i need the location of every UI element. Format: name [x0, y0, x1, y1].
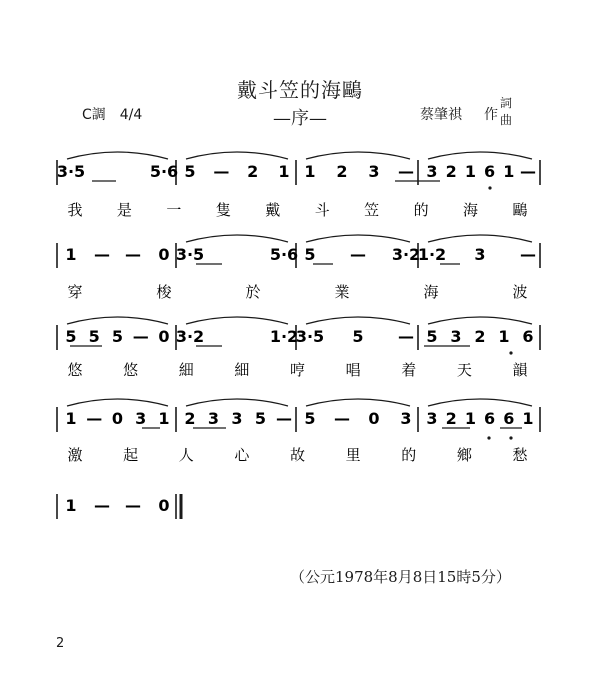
slur-arc — [306, 152, 410, 159]
lyric-char: 起 — [123, 446, 139, 464]
note: — — [520, 162, 536, 181]
note: — — [94, 496, 110, 515]
note: 0 — [158, 327, 170, 346]
note: 5 — [65, 327, 77, 346]
note: 3·5 — [295, 327, 325, 346]
lyric-char: 着 — [401, 361, 417, 379]
note: 1 — [498, 327, 510, 346]
note: 6 — [484, 409, 496, 428]
lyric-char: 悠 — [123, 361, 139, 379]
slur-arc — [428, 152, 532, 159]
note: 2 — [184, 409, 196, 428]
note: 3·5 — [175, 245, 205, 264]
note: — — [213, 162, 230, 181]
note: 6 — [503, 409, 515, 428]
note: 5 — [184, 162, 196, 181]
note: — — [86, 409, 103, 428]
note: 0 — [368, 409, 380, 428]
slur-arc — [306, 399, 410, 406]
lyric-char: 海 — [463, 201, 479, 219]
song-title: 戴斗笠的海鷗 — [237, 78, 363, 102]
lyric-char: 梭 — [156, 283, 172, 301]
note: 3 — [231, 409, 243, 428]
lyric-char: 心 — [234, 446, 250, 464]
note: 1 — [464, 409, 476, 428]
note: 1 — [158, 409, 170, 428]
lyric-char: 一 — [166, 201, 182, 219]
slur-arc — [428, 235, 532, 242]
lyric-char: 唱 — [345, 361, 361, 379]
note: 1 — [304, 162, 316, 181]
note: 3 — [400, 409, 412, 428]
note: 3·2 — [391, 245, 421, 264]
note: 3 — [368, 162, 380, 181]
note: — — [520, 245, 536, 264]
note: 1 — [278, 162, 290, 181]
slur-arc — [306, 317, 410, 324]
lyric-char: 業 — [334, 283, 350, 301]
note: 2 — [474, 327, 486, 346]
lyric-char: 笠 — [364, 201, 380, 219]
section-subtitle: —序— — [273, 108, 327, 129]
lyric-char: 鄉 — [456, 446, 472, 464]
key-signature: C調 4/4 — [82, 107, 143, 123]
note: 5 — [254, 409, 267, 428]
note: — — [125, 496, 141, 515]
note: — — [125, 245, 141, 264]
lyric-char: 韻 — [512, 361, 528, 379]
octave-dot — [509, 351, 512, 354]
lyric-char: 激 — [67, 446, 83, 464]
author-role: 作 — [484, 107, 498, 123]
note: — — [94, 245, 110, 264]
note: 3 — [426, 162, 438, 181]
note: — — [334, 409, 350, 428]
note: 3·5 — [56, 162, 86, 181]
note: 1 — [65, 409, 77, 428]
note: — — [350, 245, 366, 264]
note: 6 — [522, 327, 534, 346]
author-name: 蔡肇祺 — [420, 107, 462, 123]
slur-arc — [67, 399, 168, 406]
page-number: 2 — [56, 636, 65, 651]
note: 5 — [352, 327, 364, 346]
note: 2 — [336, 162, 348, 181]
lyric-char: 天 — [456, 361, 472, 379]
note: 3 — [135, 409, 147, 428]
lyric-char: 我 — [67, 201, 83, 219]
note: 5 — [304, 409, 316, 428]
note: 3 — [474, 245, 486, 264]
lyric-char: 是 — [116, 201, 132, 219]
lyric-char: 斗 — [314, 201, 330, 219]
lyric-char: 愁 — [512, 446, 528, 464]
note: 3 — [207, 409, 220, 428]
lyric-char: 細 — [178, 361, 194, 379]
note: 5 — [426, 327, 438, 346]
note: 1·2 — [417, 245, 447, 264]
slur-arc — [67, 152, 168, 159]
note: 5·6 — [149, 162, 179, 181]
lyric-char: 細 — [234, 361, 250, 379]
note: 2 — [445, 162, 457, 181]
note: 1 — [503, 162, 515, 181]
note: 5 — [88, 327, 100, 346]
note: 6 — [484, 162, 496, 181]
octave-dot — [487, 436, 490, 439]
note: 5·6 — [269, 245, 299, 264]
note: 1 — [464, 162, 476, 181]
note: 2 — [247, 162, 259, 181]
note: 1·2 — [269, 327, 299, 346]
lyric-char: 人 — [178, 446, 194, 464]
slur-arc — [186, 399, 288, 406]
lyric-char: 於 — [245, 283, 261, 301]
author-role-detail: 詞曲 — [500, 96, 513, 127]
note: 5 — [111, 327, 124, 346]
composition-date-note: （公元1978年8月8日15時5分） — [290, 568, 511, 586]
slur-arc — [428, 399, 532, 406]
note: 2 — [445, 409, 457, 428]
note: 3·2 — [175, 327, 205, 346]
slur-arc — [186, 317, 288, 324]
lyric-char: 波 — [512, 283, 528, 301]
note: — — [398, 327, 414, 346]
note: — — [276, 409, 292, 428]
lyric-char: 悠 — [67, 361, 83, 379]
lyric-char: 戴 — [265, 201, 281, 219]
note: 0 — [111, 409, 124, 428]
note: 3 — [450, 327, 462, 346]
note: — — [132, 327, 149, 346]
note: 1 — [522, 409, 534, 428]
lyric-char: 的 — [413, 201, 429, 219]
note: — — [398, 162, 414, 181]
slur-arc — [67, 317, 168, 324]
lyric-char: 故 — [289, 446, 306, 464]
slur-arc — [428, 317, 532, 324]
lyric-char: 穿 — [67, 283, 83, 301]
slur-arc — [186, 152, 288, 159]
lyric-char: 哼 — [289, 361, 306, 379]
note: 1 — [65, 245, 77, 264]
lyric-char: 隻 — [215, 201, 231, 219]
lyric-char: 的 — [401, 446, 417, 464]
slur-arc — [186, 235, 288, 242]
note: 1 — [65, 496, 77, 515]
lyric-char: 鷗 — [512, 201, 528, 219]
note: 0 — [158, 496, 170, 515]
note: 3 — [426, 409, 438, 428]
octave-dot — [488, 186, 491, 189]
note: 0 — [158, 245, 170, 264]
lyric-char: 海 — [423, 283, 439, 301]
lyric-char: 里 — [345, 446, 361, 464]
note: 5 — [304, 245, 316, 264]
octave-dot — [509, 436, 512, 439]
slur-arc — [306, 235, 410, 242]
